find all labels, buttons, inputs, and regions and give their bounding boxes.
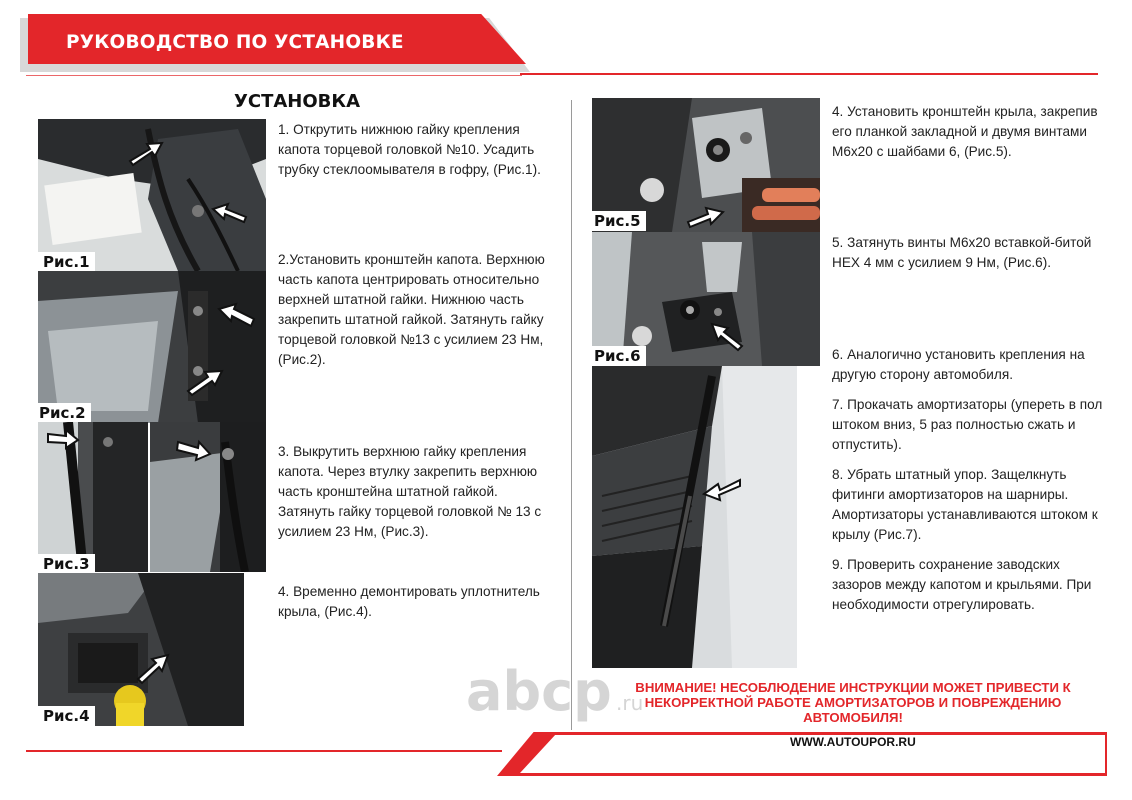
- svg-text:abcp: abcp: [466, 664, 612, 723]
- page-title: РУКОВОДСТВО ПО УСТАНОВКЕ: [66, 32, 404, 53]
- figure-1-photo: [38, 119, 266, 271]
- svg-text:.ru: .ru: [616, 691, 644, 715]
- figure-3b-photo: [150, 422, 266, 572]
- figure-5-label: Рис.5: [589, 211, 646, 231]
- step-4-text: 4. Временно демонтировать уплотнитель крыла, (Рис.4).: [278, 584, 540, 619]
- figure-3a-photo: [38, 422, 148, 572]
- step-7-text: 7. Прокачать амортизаторы (упереть в пол штоком вниз, 5 раз полностью сжать и отпустить).: [832, 397, 1103, 452]
- header-rule: [520, 73, 1098, 75]
- header-underline: [26, 75, 522, 76]
- section-title: УСТАНОВКА: [234, 91, 361, 112]
- step-9-text: 9. Проверить сохранение заводских зазоров между капотом и крыльями. При необходимости отрегулировать.: [832, 557, 1092, 612]
- figure-6-label: Рис.6: [589, 346, 646, 366]
- footer-rule: [26, 750, 502, 752]
- column-divider: [571, 100, 572, 730]
- figure-2-photo: [38, 271, 266, 423]
- figure-4-photo: [38, 573, 244, 726]
- figure-1-label: Рис.1: [38, 252, 95, 272]
- step-6-text: 6. Аналогично установить крепления на другую сторону автомобиля.: [832, 347, 1085, 382]
- step-8-text: 8. Убрать штатный упор. Защелкнуть фитинги амортизаторов на шарниры. Амортизаторы устанавливаются штоком к крылу (Рис.7).: [832, 467, 1098, 542]
- step-4b-text: 4. Установить кронштейн крыла, закрепив его планкой закладной и двумя винтами М6х20 с шайбами 6, (Рис.5).: [832, 104, 1098, 159]
- step-1-text: 1. Открутить нижнюю гайку крепления капота торцевой головкой №10. Усадить трубку стеклоомывателя в гофру, (Рис.1).: [278, 122, 541, 177]
- warning-text: ВНИМАНИЕ! НЕСОБЛЮДЕНИЕ ИНСТРУКЦИИ МОЖЕТ ПРИВЕСТИ К НЕКОРРЕКТНОЙ РАБОТЕ АМОРТИЗАТОРОВ И ПОВРЕЖДЕНИЮ АВТОМОБИЛЯ!: [635, 680, 1071, 725]
- figure-2-label: Рис.2: [34, 403, 91, 423]
- figure-4-label: Рис.4: [38, 706, 95, 726]
- figure-3-label: Рис.3: [38, 554, 95, 574]
- step-3-text: 3. Выкрутить верхнюю гайку крепления капота. Через втулку закрепить верхнюю часть кронштейна штатной гайкой. Затянуть гайку торцевой головкой № 13 с усилием 23 Нм, (Рис.3).: [278, 444, 542, 539]
- figure-7-photo: [592, 366, 797, 668]
- footer-url: WWW.AUTOUPOR.RU: [790, 735, 916, 749]
- step-5-text: 5. Затянуть винты М6х20 вставкой-битой HEX 4 мм с усилием 9 Нм, (Рис.6).: [832, 235, 1092, 270]
- step-2-text: 2.Установить кронштейн капота. Верхнюю часть капота центрировать относительно верхней штатной гайки. Нижнюю часть закрепить штатной гайкой. Затянуть гайку торцевой головкой №13 с усилием 23 Нм, (Рис.2).: [278, 252, 545, 367]
